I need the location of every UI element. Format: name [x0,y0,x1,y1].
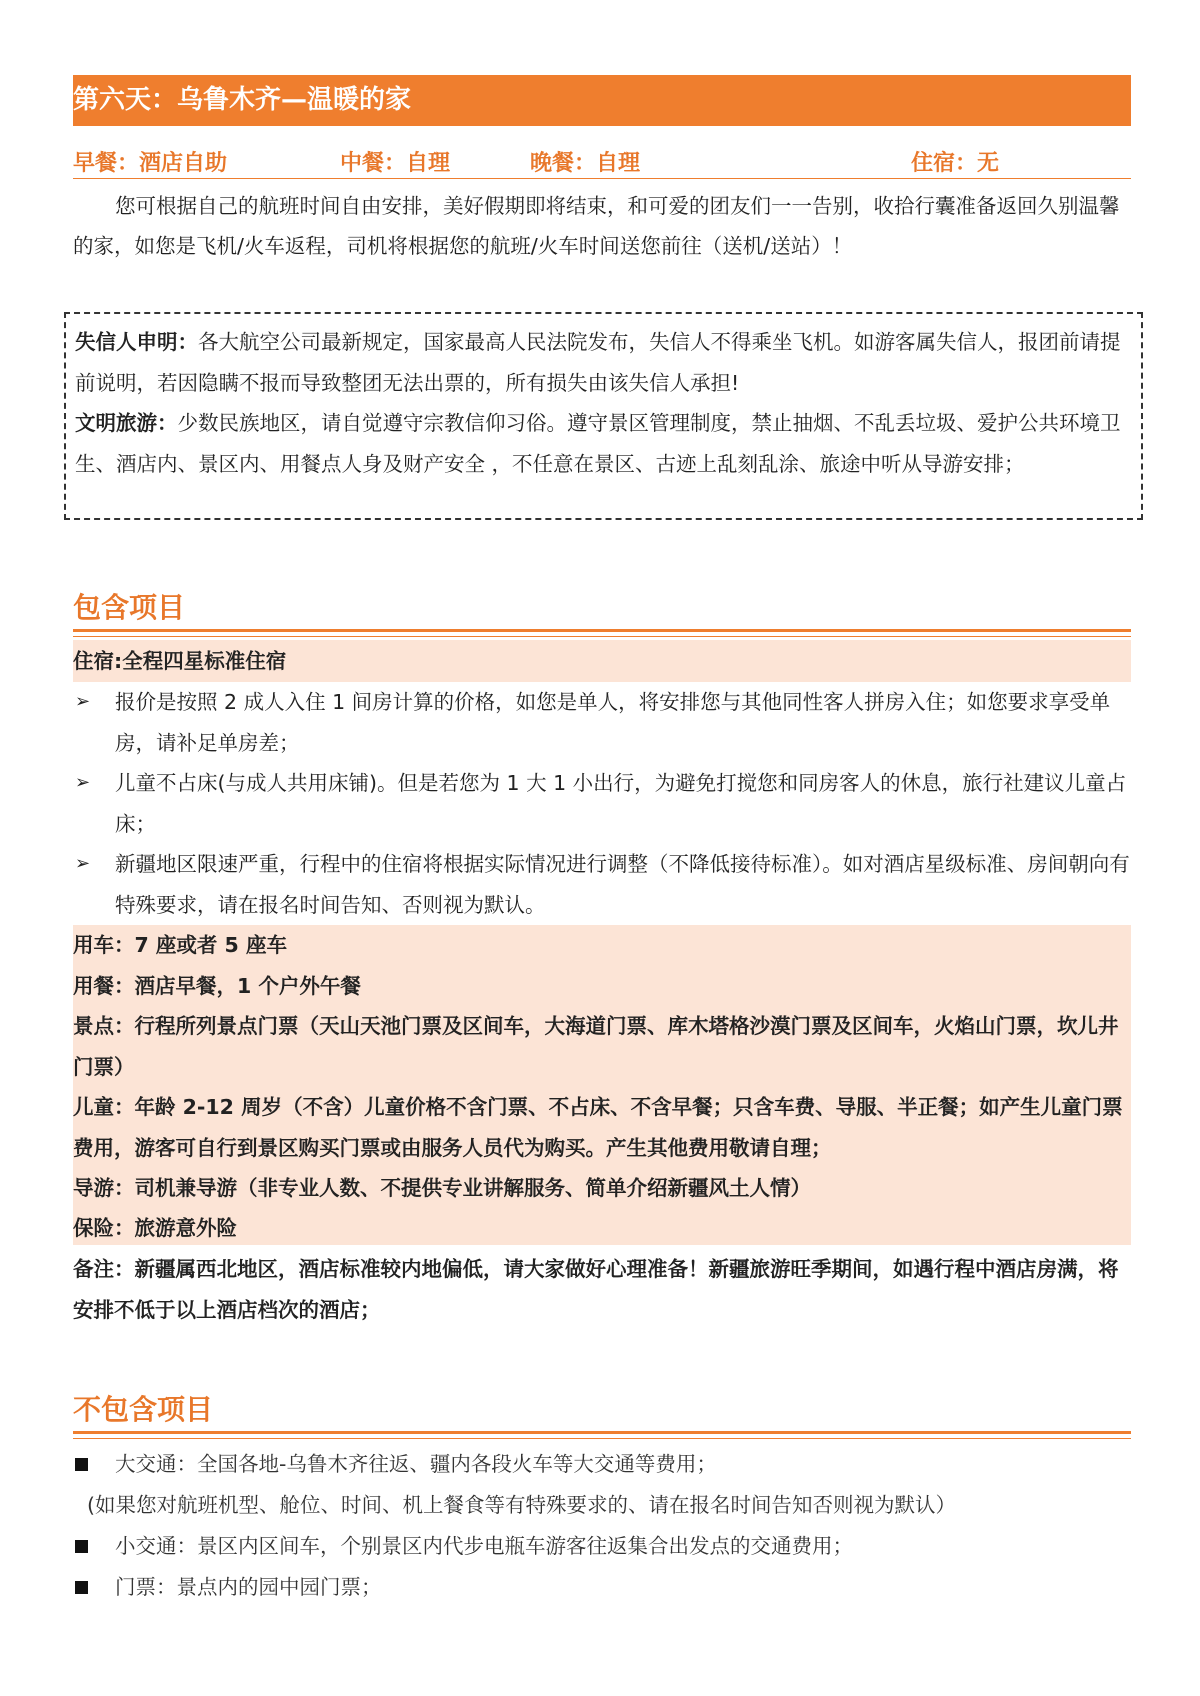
lunch-info: 中餐：自理 [340,151,451,176]
excluded-item-text: 门票：景点内的园中园门票； [115,1575,382,1599]
excluded-item-text: 大交通：全国各地-乌鲁木齐往返、疆内各段火车等大交通等费用； [115,1452,717,1476]
dishonest-notice [75,322,1135,403]
dishonest-text: 各大航空公司最新规定，国家最高人民法院发布，失信人不得乘坐飞机。如游客属失信人，报团前请提前说明，若因隐瞒不报而导致整团无法出票的，所有损失由该失信人承担! [75,330,1121,395]
lodging-bullet-3 [73,844,1131,925]
excluded-item-text: 小交通：景区内区间车，个别景区内代步电瓶车游客往返集合出发点的交通费用； [115,1534,853,1558]
meal-info-row [73,142,1131,179]
civil-travel-notice [75,403,1135,484]
lodging-bullet-2 [73,763,1131,844]
vehicle-line: 用车：7 座或者 5 座车 [73,933,287,957]
lodging-bullet-1 [73,682,1131,763]
day-description: 您可根据自己的航班时间自由安排，美好假期即将结束，和可爱的团友们一一告别，收拾行囊准备返回久别温馨的家，如您是飞机/火车返程，司机将根据您的航班/火车时间送您前往（送机/送站）！ [73,194,1120,258]
square-bullet-icon [75,1458,88,1471]
square-bullet-icon [75,1540,88,1553]
guide-line: 导游：司机兼导游（非专业人数、不提供专业讲解服务、简单介绍新疆风土人情） [73,1176,811,1200]
lodging-bullet-text: 报价是按照 2 成人入住 1 间房计算的价格，如您是单人，将安排您与其他同性客人拼房入住；如您要求享受单房，请补足单房差； [115,690,1111,755]
notice-box [64,312,1143,520]
civil-travel-label: 文明旅游： [75,411,178,435]
excluded-section-title: 不包含项目 [73,1393,214,1426]
lodging-info: 住宿：无 [911,151,1000,176]
breakfast-info: 早餐：酒店自助 [73,151,228,176]
excluded-note: (如果您对航班机型、舱位、时间、机上餐食等有特殊要求的、请在报名时间告知否则视为默认） [87,1493,956,1517]
civil-travel-text: 少数民族地区，请自觉遵守宗教信仰习俗。遵守景区管理制度，禁止抽烟、不乱丢垃圾、爱护公共环境卫生、酒店内、景区内、用餐点人身及财产安全 ，不任意在景区、古迹上乱刻乱涂、旅途中听从导游安排； [75,411,1121,476]
excluded-rule-thin [73,1438,1131,1439]
lodging-bullet-text: 新疆地区限速严重，行程中的住宿将根据实际情况进行调整（不降低接待标准）。如对酒店星级标准、房间朝向有特殊要求，请在报名时间告知、否则视为默认。 [115,852,1130,917]
included-rule-thin [73,636,1131,637]
square-bullet-icon [75,1581,88,1594]
excluded-item-2 [73,1526,1131,1566]
dishonest-label: 失信人申明： [75,330,198,354]
children-line: 儿童：年龄 2-12 周岁（不含）儿童价格不含门票、不占床、不含早餐；只含车费、导服、半正餐；如产生儿童门票费用，游客可自行到景区购买门票或由服务人员代为购买。产生其他费用敬请自理； [73,1095,1123,1160]
sights-line: 景点：行程所列景点门票（天山天池门票及区间车，大海道门票、库木塔格沙漠门票及区间车，火焰山门票，坎儿井门票） [73,1014,1119,1079]
excluded-item-3 [73,1567,1131,1607]
included-section-title: 包含项目 [73,591,186,624]
day-title: 第六天：乌鲁木齐—温暖的家 [73,75,1131,126]
excluded-item-1 [73,1444,1131,1484]
arrow-bullet-icon: ➢ [75,853,91,874]
arrow-bullet-icon: ➢ [75,772,91,793]
insurance-line: 保险：旅游意外险 [73,1216,237,1240]
excluded-rule [73,1431,1131,1434]
lodging-heading: 住宿:全程四星标准住宿 [73,649,287,673]
included-rule [73,629,1131,632]
meals-line: 用餐：酒店早餐，1 个户外午餐 [73,974,361,998]
arrow-bullet-icon: ➢ [75,691,91,712]
remark-line: 备注：新疆属西北地区，酒店标准较内地偏低，请大家做好心理准备！新疆旅游旺季期间，如遇行程中酒店房满，将安排不低于以上酒店档次的酒店； [73,1257,1119,1322]
dinner-info: 晚餐：自理 [530,151,641,176]
lodging-bullet-text: 儿童不占床(与成人共用床铺)。但是若您为 1 大 1 小出行，为避免打搅您和同房客人的休息，旅行社建议儿童占床； [115,771,1127,836]
